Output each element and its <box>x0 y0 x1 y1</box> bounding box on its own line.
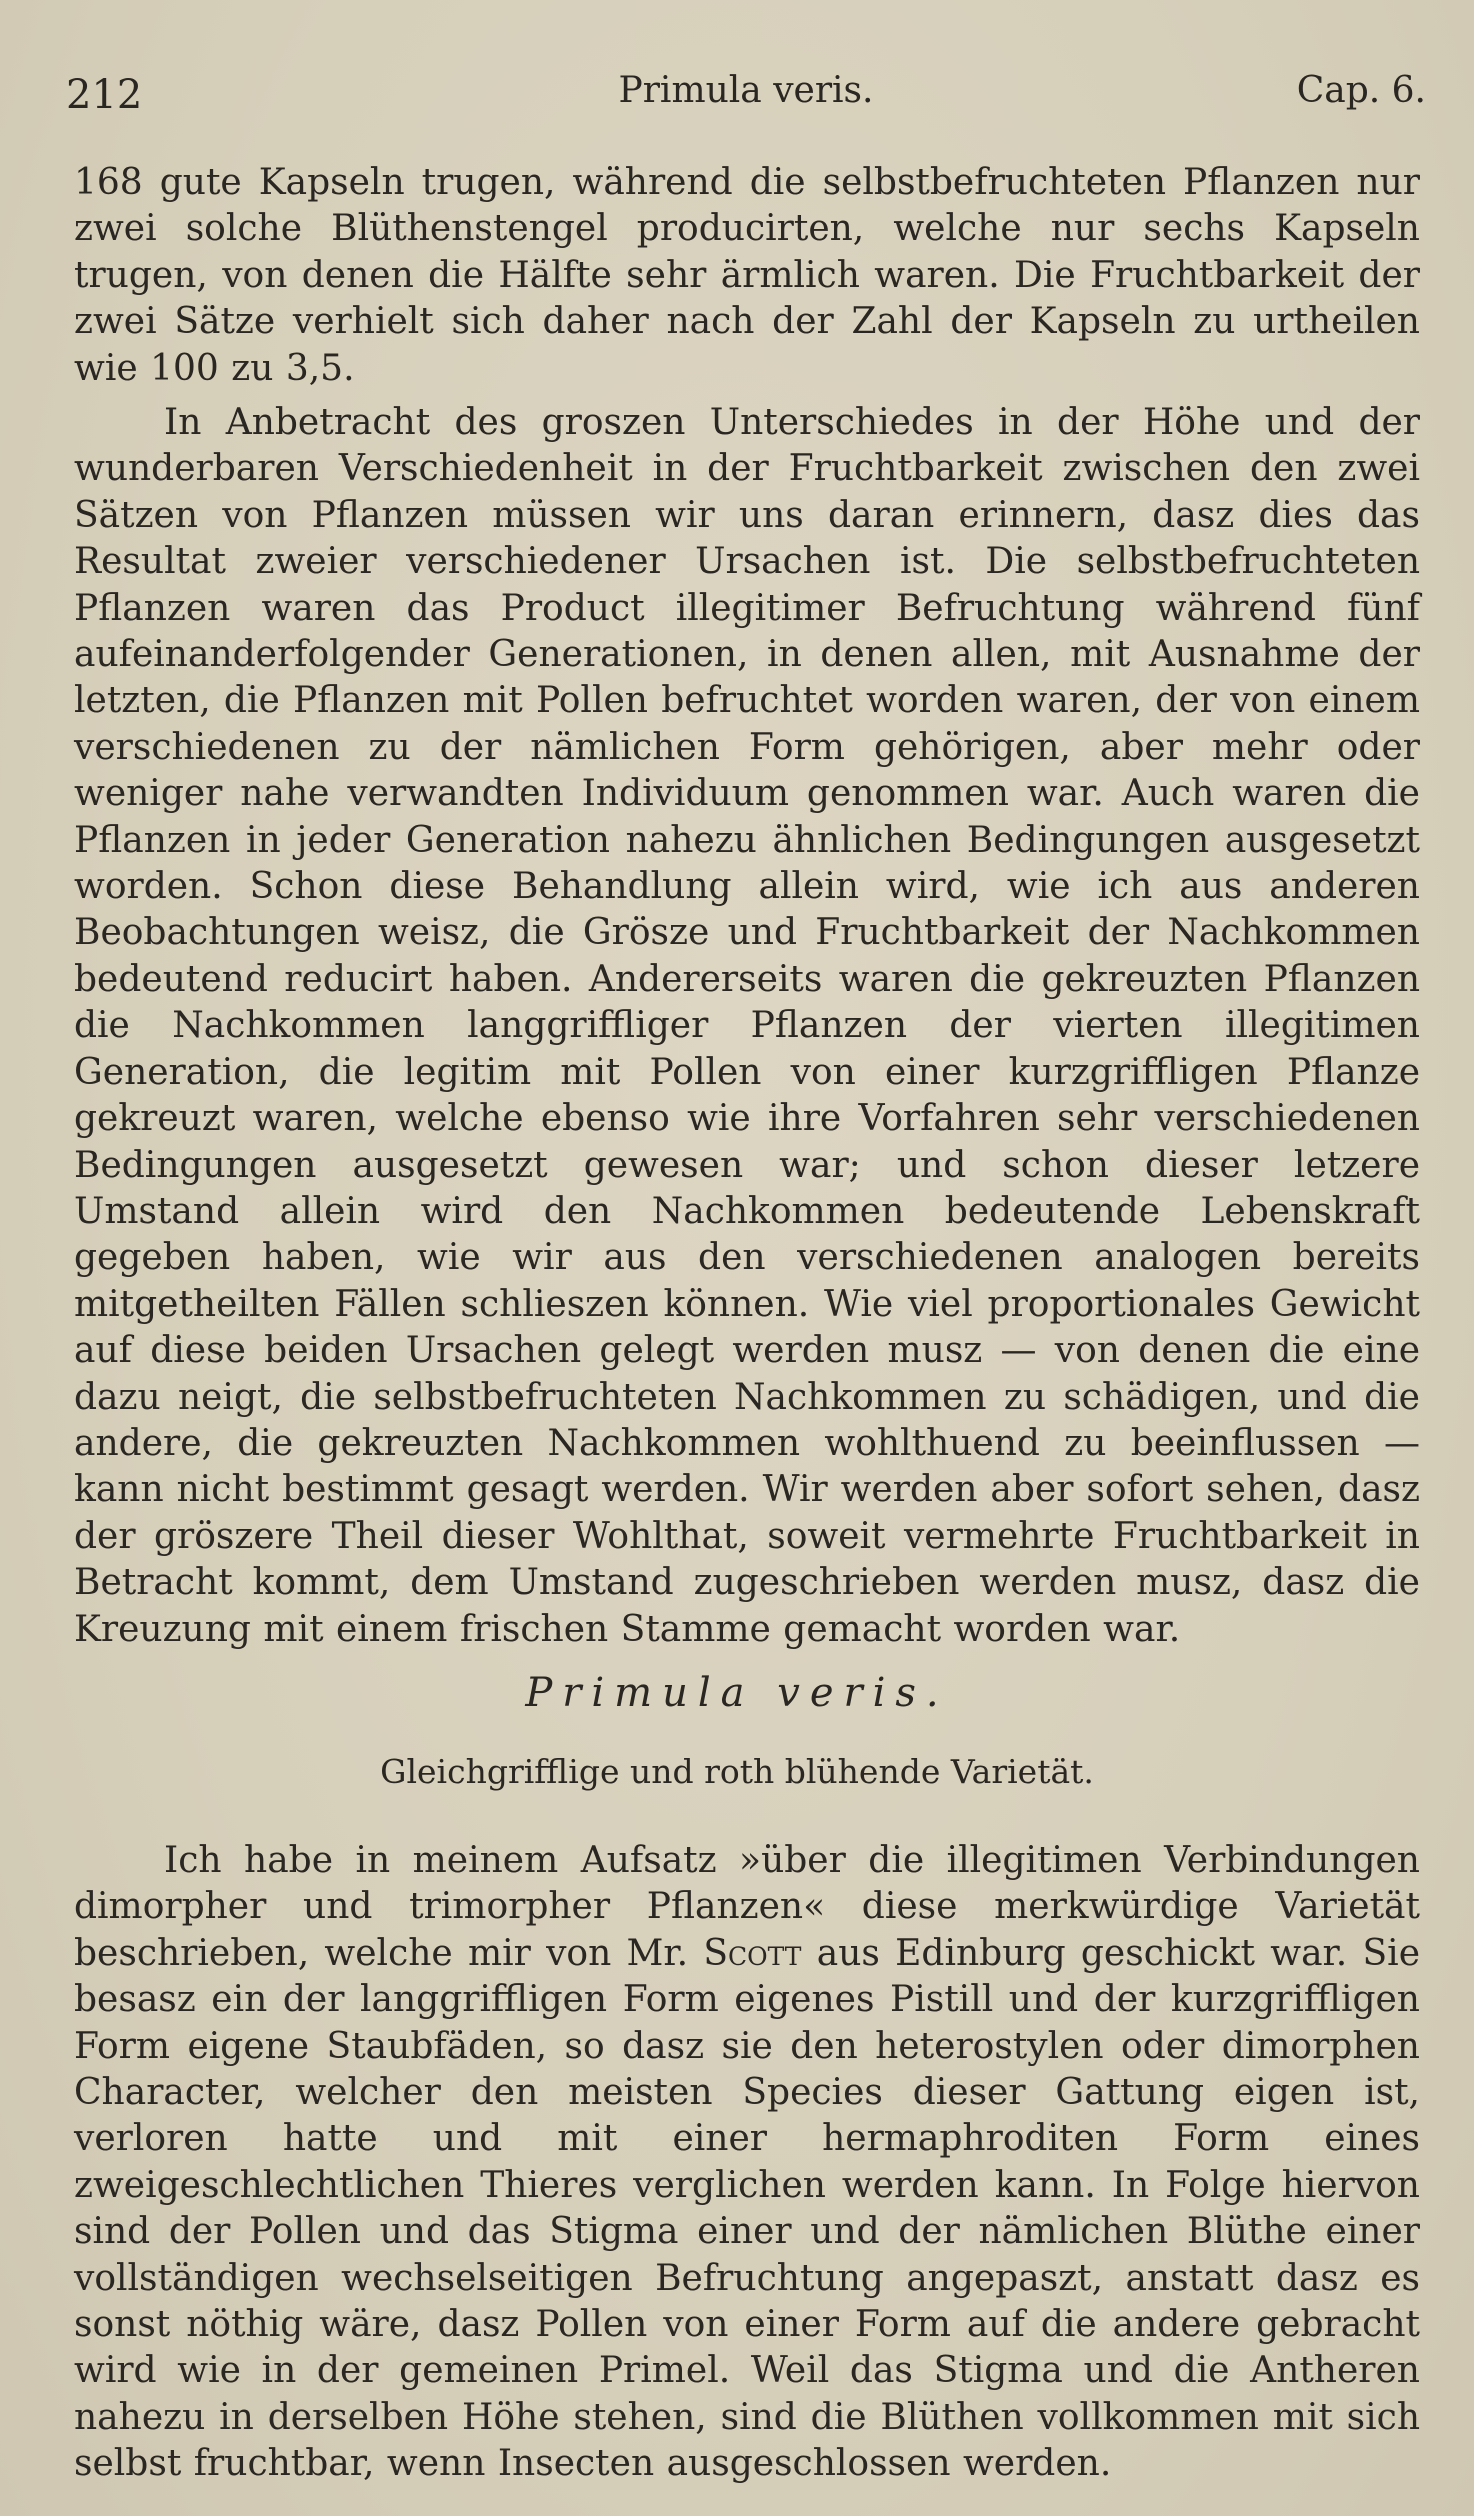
person-name: Scott <box>703 1932 802 1974</box>
paragraph-3-part-1: Ich habe in meinem Aufsatz »über die illegitimen Verbindungen dimorpher und trimorpher Pflanzen« diese merkwürdige Varietät beschrieben, welche mir von Mr. <box>74 1840 1420 1974</box>
page-number: 212 <box>66 72 143 118</box>
paragraph-2 <box>74 400 1420 1653</box>
paragraph-3-part-2: aus Edinburg geschickt war. Sie besasz ein der langgriffligen Form eigenes Pistill und der kurzgriffligen Form eigene Staubfäden, so dasz sie den heterostylen oder dimorphen Character, welcher den meisten Species dieser Gattung eigen ist, verloren hatte und mit einer hermaphroditen Form eines zweigeschlechtlichen Thieres verglichen werden kann. In Folge hiervon sind der Pollen und das Stigma einer und der nämlichen Blüthe einer vollständigen wechselseitigen Befruchtung angepaszt, anstatt dasz es sonst nöthig wäre, dasz Pollen von einer Form auf die andere gebracht wird wie in der gemeinen Primel. Weil das Stigma und die Antheren nahezu in derselben Höhe stehen, sind die Blüthen vollkommen mit sich selbst fruchtbar, wenn Insecten ausgeschlossen werden. <box>74 1932 1420 2485</box>
page-header <box>66 62 1426 122</box>
paragraph-1-text: 168 gute Kapseln trugen, während die selbstbefruchteten Pflanzen nur zwei solche Blüthenstengel producirten, welche nur sechs Kapseln trugen, von denen die Hälfte sehr ärmlich waren. Die Fruchtbarkeit der zwei Sätze verhielt sich daher nach der Zahl der Kapseln zu urtheilen wie 100 zu 3,5. <box>74 162 1420 389</box>
running-title: Primula veris. <box>618 70 874 111</box>
paragraph-1 <box>74 160 1420 392</box>
paragraph-2-text: In Anbetracht des groszen Unterschiedes in der Höhe und der wunderbaren Verschiedenheit in der Fruchtbarkeit zwischen den zwei Sätzen von Pflanzen müssen wir uns daran erinnern, dasz dies das Resultat zweier verschiedener Ursachen ist. Die selbstbefruchteten Pflanzen waren das Product illegitimer Befruchtung während fünf aufeinanderfolgender Generationen, in denen allen, mit Ausnahme der letzten, die Pflanzen mit Pollen befruchtet worden waren, der von einem verschiedenen zu der nämlichen Form gehörigen, aber mehr oder weniger nahe verwandten Individuum genommen war. Auch waren die Pflanzen in jeder Generation nahezu ähnlichen Bedingungen ausgesetzt worden. Schon diese Behandlung allein wird, wie ich aus anderen Beobachtungen weisz, die Grösze und Fruchtbarkeit der Nachkommen bedeutend reducirt haben. Andererseits waren die gekreuzten Pflanzen die Nachkommen langgriffliger Pflanzen der vierten illegitimen Generation, die legitim mit Pollen von einer kurzgriffligen Pflanze gekreuzt waren, welche ebenso wie ihre Vorfahren sehr verschiedenen Bedingungen ausgesetzt gewesen war; und schon dieser letzere Umstand allein wird den Nachkommen bedeutende Lebenskraft gegeben haben, wie wir aus den verschiedenen analogen bereits mitgetheilten Fällen schlieszen können. Wie viel proportionales Gewicht auf diese beiden Ursachen gelegt werden musz — von denen die eine dazu neigt, die selbstbefruchteten Nachkommen zu schädigen, und die andere, die gekreuzten Nachkommen wohlthuend zu beeinflussen — kann nicht bestimmt gesagt werden. Wir werden aber sofort sehen, dasz der gröszere Theil dieser Wohlthat, soweit vermehrte Fruchtbarkeit in Betracht kommt, dem Umstand zugeschrieben werden musz, dasz die Kreuzung mit einem frischen Stamme gemacht worden war. <box>74 402 1420 1650</box>
section-subtitle: Gleichgrifflige und roth blühende Varietät. <box>380 1752 1094 1791</box>
chapter-reference: Cap. 6. <box>1296 70 1426 111</box>
section-title: Primula veris. <box>525 1670 949 1716</box>
paragraph-3-text <box>74 1838 1420 2488</box>
paragraph-3 <box>74 1838 1420 2488</box>
